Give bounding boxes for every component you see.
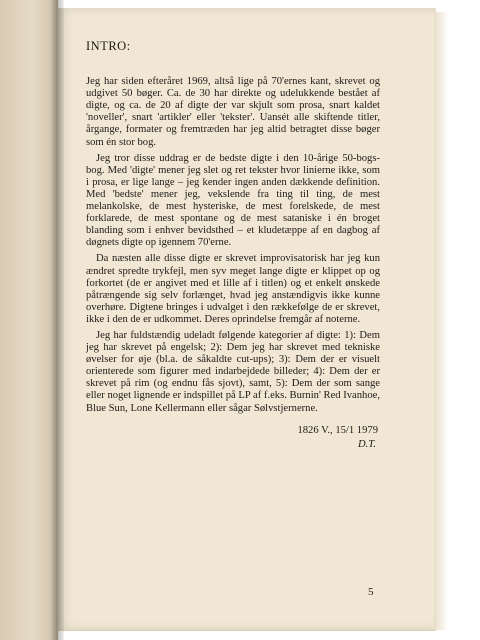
paragraph-3: Da næsten alle disse digte er skrevet improvisatorisk har jeg kun ændret spredte trykfejl, men syv meget lange digte er klippet op og forkortet (de er angivet med et lille af i titlen) og et enkelt ønskede påtrængende sig selv forlænget, hvad jeg anstændigvis ikke kunne overhøre. Digtene bringes i udvalget i den rækkefølge de er skrevet, ikke i den de er udkommet. Deres oprindelse fremgår af noterne. xyxy=(86,253,380,325)
paragraph-2: Jeg tror disse uddrag er de bedste digte i den 10-årige 50-bogs-bog. Med 'digte' mener jeg slet og ret tekster hvor linierne ikke, som i prosa, er lige lange – jeg kender ingen anden dækkende definition. Med 'bedste' mener jeg, vekslende fra ting til ting, de mest melankolske, de mest hysteriske, de mest forelskede, de mest forklarede, de mest spontane og de mest sataniske i én broget blanding som i enhver bevidsthed – et kludetæppe af en dagbog af døgnets digte op igennem 70'erne. xyxy=(86,152,380,249)
page-text xyxy=(86,40,380,451)
page-number: 5 xyxy=(368,586,374,598)
paragraph-1: Jeg har siden efteråret 1969, altså lige på 70'ernes kant, skrevet og udgivet 50 bøger. Ca. de 30 har direkte og udelukkende bestået af digte, og ca. de 20 af digte der var skjult som prosa, snart kaldet 'noveller', snart 'artikler' eller 'tekster'. Uansét alle skiftende titler, årgange, formater og fremtræden har jeg altid betragtet disse bøger som én stor bog. xyxy=(86,76,380,148)
book-page xyxy=(58,8,436,631)
book-gutter-shadow xyxy=(50,0,64,640)
page-heading: INTRO: xyxy=(86,39,131,53)
signature-line: 1826 V., 15/1 1979 xyxy=(297,424,378,436)
paragraph-4: Jeg har fuldstændig udeladt følgende kategorier af digte: 1): Dem jeg har skrevet på engelsk; 2): Dem jeg har skrevet med tekniske øvelser for øje (bl.a. de såkaldte cut-ups); 3): Dem der er visuelt orienterede som figurer med indarbejdede billeder; 4): Dem der er skrevet på rim (og endnu fås sjovt), samt, 5): Dem der som sange eller noget lignende er indspillet på LP af f.eks. Burnin' Red Ivanhoe, Blue Sun, Lone Kellermann eller sågar Sølvstjernerne. xyxy=(86,329,380,414)
author-initials: D.T. xyxy=(357,438,376,450)
page-stack-edge xyxy=(434,12,448,630)
